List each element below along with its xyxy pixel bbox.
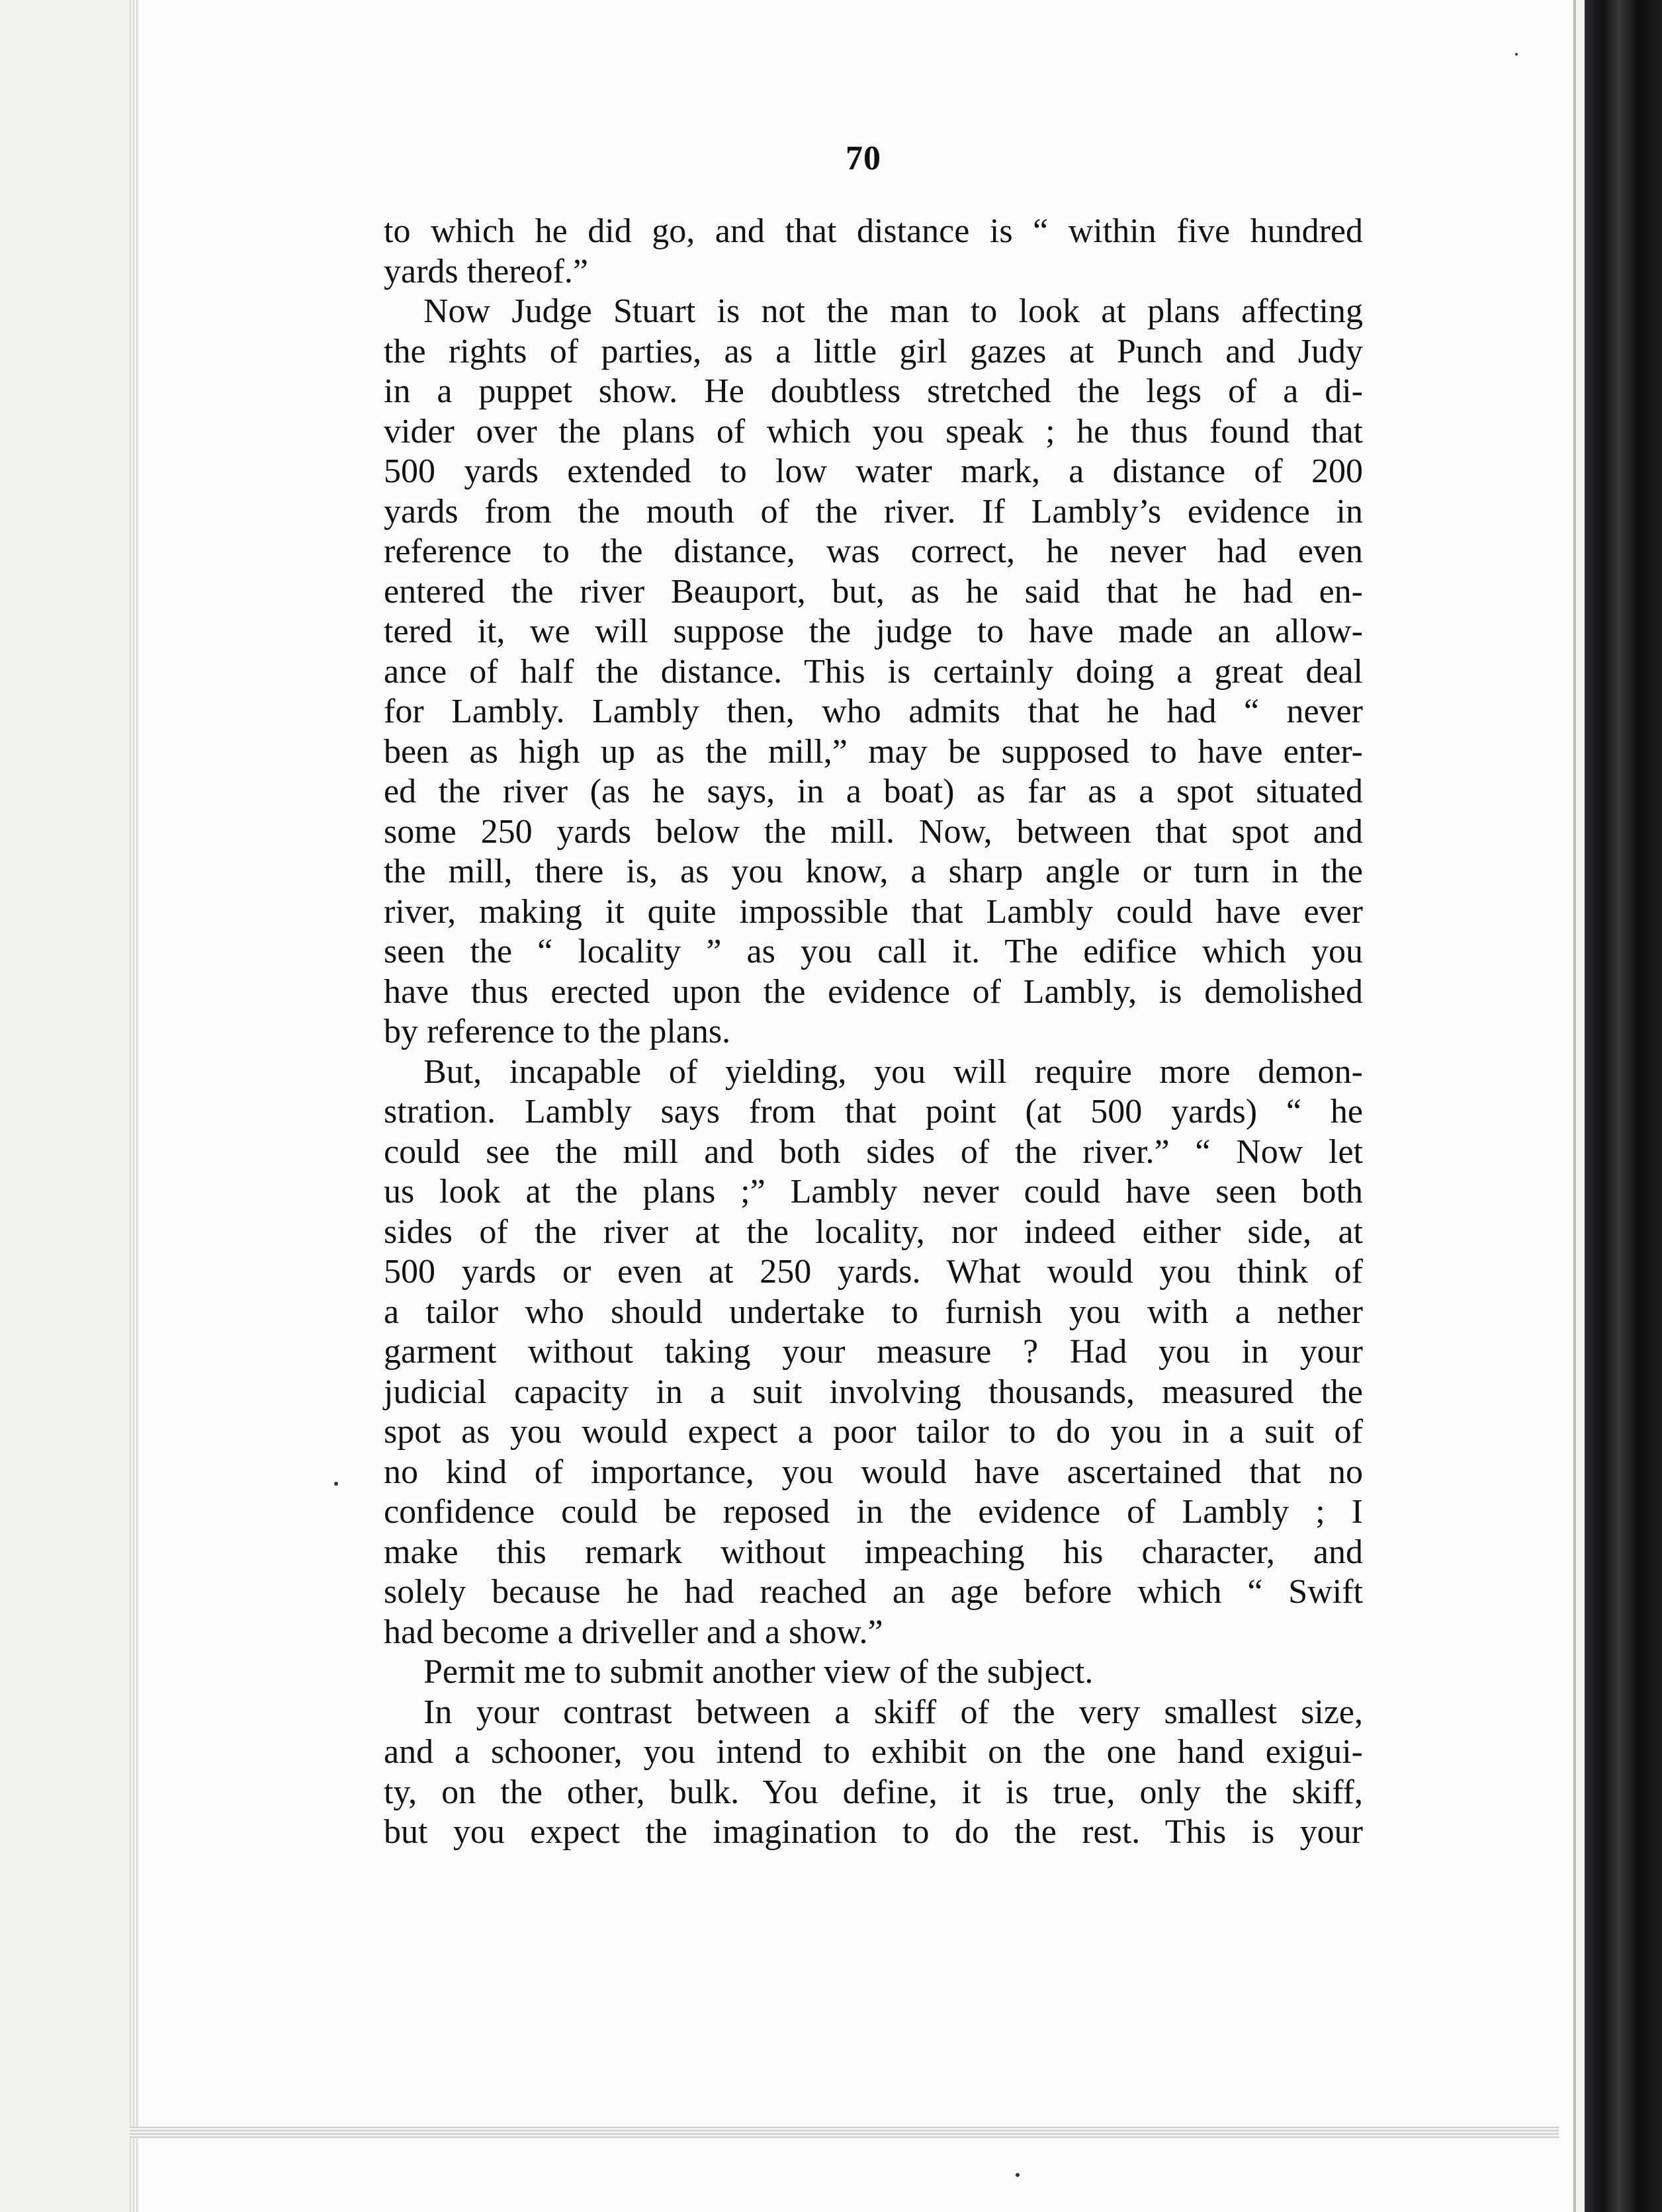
text-line: ance of half the distance. This is certainly doing a great deal — [384, 652, 1363, 691]
text-line: but you expect the imagination to do the rest. This is your — [384, 1813, 1363, 1851]
text-line: stration. Lambly says from that point (at 500 yards) “ he — [384, 1093, 1363, 1130]
text-line: in a puppet show. He doubtless stretched the legs of a di- — [384, 372, 1363, 410]
text-line: confidence could be reposed in the evidence of Lambly ; I — [384, 1493, 1363, 1531]
text-line: 500 yards extended to low water mark, a distance of 200 — [384, 452, 1363, 490]
text-line: have thus erected upon the evidence of Lambly, is demolished — [384, 972, 1363, 1011]
text-line: some 250 yards below the mill. Now, between that spot and — [384, 812, 1363, 851]
text-line: for Lambly. Lambly then, who admits that he had “ never — [384, 693, 1363, 730]
ink-speck — [1515, 53, 1518, 56]
text-line: yards thereof.” — [384, 252, 588, 290]
text-line: ty, on the other, bulk. You define, it is true, only the skiff, — [384, 1773, 1363, 1811]
text-line: yards from the mouth of the river. If Lambly’s evidence in — [384, 492, 1363, 531]
ink-speck — [334, 1482, 338, 1486]
text-line: In your contrast between a skiff of the very smallest size, — [423, 1693, 1363, 1731]
text-line: garment without taking your measure ? Had you in your — [384, 1333, 1363, 1371]
text-line: by reference to the plans. — [384, 1013, 731, 1050]
gutter-margin-line — [1573, 0, 1576, 2212]
text-line: could see the mill and both sides of the river.” “ Now let — [384, 1132, 1363, 1171]
text-line: tered it, we will suppose the judge to have made an allow- — [384, 613, 1363, 650]
text-line: 500 yards or even at 250 yards. What would you think of — [384, 1253, 1363, 1291]
text-line: the rights of parties, as a little girl gazes at Punch and Judy — [384, 332, 1363, 370]
page-bottom-edge — [130, 2127, 1559, 2139]
body-text — [384, 212, 1363, 1853]
page-number: 70 — [846, 140, 881, 177]
ink-speck — [1016, 2173, 1020, 2177]
text-line: ed the river (as he says, in a boat) as far as a spot situated — [384, 773, 1363, 810]
text-line: seen the “ locality ” as you call it. The edifice which you — [384, 933, 1363, 970]
text-line: solely because he had reached an age before which “ Swift — [384, 1573, 1363, 1611]
text-line: a tailor who should undertake to furnish you with a nether — [384, 1293, 1363, 1331]
text-line: and a schooner, you intend to exhibit on the one hand exigui- — [384, 1733, 1363, 1771]
text-line: us look at the plans ;” Lambly never could have seen both — [384, 1173, 1363, 1211]
text-line: But, incapable of yielding, you will require more demon- — [423, 1052, 1363, 1091]
text-line: Permit me to submit another view of the subject. — [423, 1653, 1094, 1691]
text-line: the mill, there is, as you know, a sharp angle or turn in the — [384, 853, 1363, 890]
text-line: make this remark without impeaching his character, and — [384, 1533, 1363, 1571]
text-line: to which he did go, and that distance is “ within five hundred — [384, 212, 1363, 250]
text-line: been as high up as the mill,” may be supposed to have enter- — [384, 732, 1363, 771]
text-line: sides of the river at the locality, nor indeed either side, at — [384, 1212, 1363, 1251]
text-line: river, making it quite impossible that Lambly could have ever — [384, 892, 1363, 931]
text-line: entered the river Beauport, but, as he said that he had en- — [384, 572, 1363, 611]
text-line: reference to the distance, was correct, he never had even — [384, 532, 1363, 570]
text-line: had become a driveller and a show.” — [384, 1613, 883, 1651]
text-line: judicial capacity in a suit involving thousands, measured the — [384, 1373, 1363, 1411]
text-line: vider over the plans of which you speak ; he thus found that — [384, 412, 1363, 450]
text-line: no kind of importance, you would have ascertained that no — [384, 1453, 1363, 1491]
book-gutter-shadow — [1585, 0, 1662, 2212]
text-line: spot as you would expect a poor tailor to do you in a suit of — [384, 1413, 1363, 1451]
text-line: Now Judge Stuart is not the man to look at plans affecting — [423, 292, 1363, 330]
